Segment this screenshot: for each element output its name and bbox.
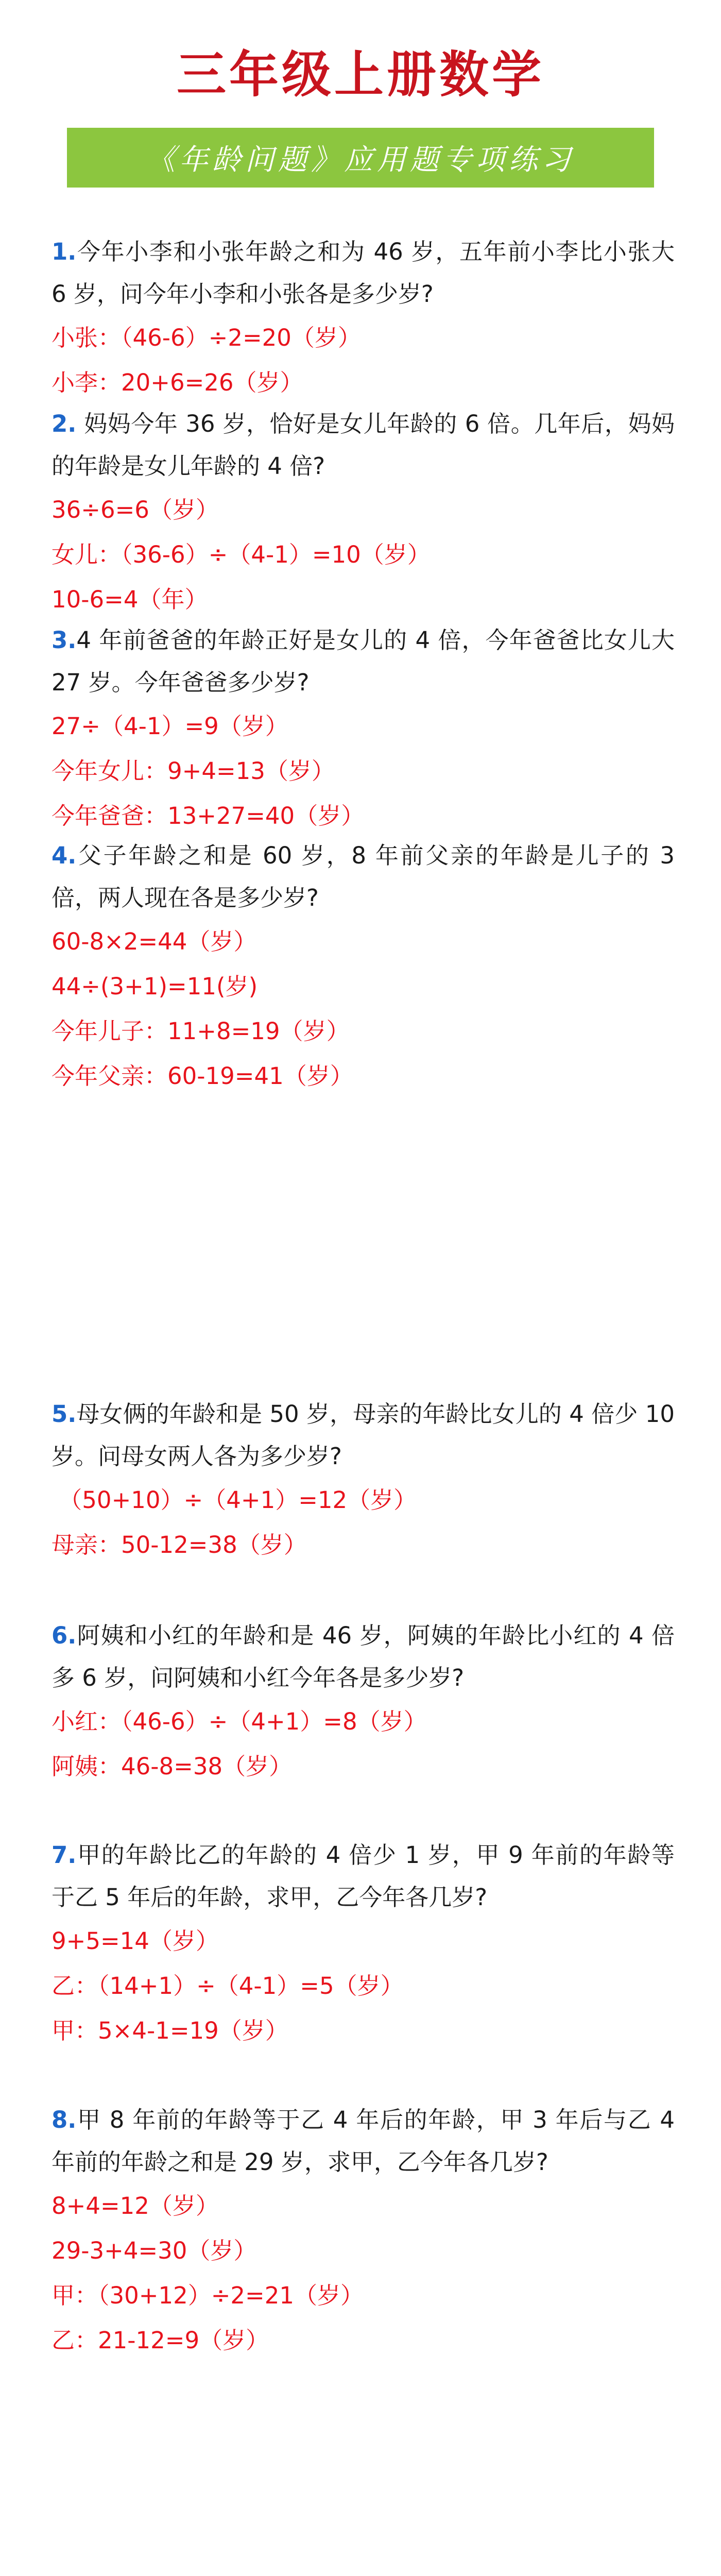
answer-line: 今年女儿：9+4=13（岁）: [52, 757, 335, 785]
answer-line: 甲：（30+12）÷2=21（岁）: [52, 2282, 364, 2309]
answer-line: 小红：（46-6）÷（4+1）=8（岁）: [52, 1708, 427, 1735]
answer-line: 小李：20+6=26（岁）: [52, 369, 303, 396]
problem-number: 8.: [52, 2106, 77, 2133]
problem-question: [52, 1393, 675, 1478]
problem-question: [52, 1615, 675, 1699]
problem-number: 7.: [52, 1841, 77, 1869]
answer-line: 27÷（4-1）=9（岁）: [52, 713, 288, 740]
problem-number: 6.: [52, 1622, 77, 1649]
problem-8: [52, 2099, 675, 2363]
answer-line: 今年儿子：11+8=19（岁）: [52, 1018, 350, 1045]
problem-question: [52, 231, 675, 315]
problem-3: [52, 619, 675, 838]
answer-line: 今年父亲：60-19=41（岁）: [52, 1062, 353, 1090]
problem-number: 3.: [52, 626, 77, 654]
problem-2: [52, 403, 675, 622]
problem-number: 1.: [52, 238, 77, 265]
problem-number: 4.: [52, 842, 77, 869]
answer-line: 8+4=12（岁）: [52, 2192, 219, 2219]
answer-line: 今年爸爸：13+27=40（岁）: [52, 802, 365, 829]
problem-text: 妈妈今年 36 岁，恰好是女儿年龄的 6 倍。几年后，妈妈的年龄是女儿年龄的 4 倍?: [52, 410, 675, 480]
answer-line: 母亲：50-12=38（岁）: [52, 1531, 307, 1558]
answer-line: 9+5=14（岁）: [52, 1927, 219, 1955]
problem-5: [52, 1393, 675, 1567]
problem-question: [52, 1834, 675, 1919]
problem-question: [52, 835, 675, 919]
problem-number: 2.: [52, 410, 77, 437]
problem-question: [52, 403, 675, 487]
problem-text: 甲的年龄比乙的年龄的 4 倍少 1 岁，甲 9 年前的年龄等于乙 5 年后的年龄，求甲，乙今年各几岁?: [52, 1841, 675, 1911]
problem-question: [52, 2099, 675, 2183]
answer-line: 甲：5×4-1=19（岁）: [52, 2017, 288, 2044]
answer-line: 60-8×2=44（岁）: [52, 928, 257, 955]
answer-line: 36÷6=6（岁）: [52, 496, 219, 523]
answer-line: 阿姨：46-8=38（岁）: [52, 1753, 293, 1780]
problem-1: [52, 231, 675, 405]
problem-text: 母女俩的年龄和是 50 岁，母亲的年龄比女儿的 4 倍少 10 岁。问母女两人各为多少岁?: [52, 1400, 675, 1470]
answer-line: 乙：21-12=9（岁）: [52, 2327, 269, 2354]
problem-text: 甲 8 年前的年龄等于乙 4 年后的年龄，甲 3 年后与乙 4 年前的年龄之和是 29 岁，求甲，乙今年各几岁?: [52, 2106, 675, 2176]
answer-line: 乙：（14+1）÷（4-1）=5（岁）: [52, 1972, 404, 1999]
problem-4: [52, 835, 675, 1098]
answer-line: 44÷(3+1)=11(岁): [52, 973, 258, 1000]
problem-number: 5.: [52, 1400, 77, 1428]
problem-text: 阿姨和小红的年龄和是 46 岁，阿姨的年龄比小红的 4 倍多 6 岁，问阿姨和小红今年各是多少岁?: [52, 1622, 675, 1691]
problem-question: [52, 619, 675, 704]
answer-line: 小张：（46-6）÷2=20（岁）: [52, 324, 361, 351]
topic-banner: 《年龄问题》应用题专项练习: [67, 128, 654, 188]
answer-line: 29-3+4=30（岁）: [52, 2237, 257, 2264]
problem-text: 今年小李和小张年龄之和为 46 岁，五年前小李比小张大 6 岁，问今年小李和小张各是多少岁?: [52, 238, 675, 308]
answer-line: 女儿：（36-6）÷（4-1）=10（岁）: [52, 541, 431, 568]
page-title: 三年级上册数学: [177, 46, 544, 104]
answer-line: （50+10）÷（4+1）=12（岁）: [52, 1486, 417, 1514]
problem-text: 4 年前爸爸的年龄正好是女儿的 4 倍，今年爸爸比女儿大 27 岁。今年爸爸多少岁?: [52, 626, 675, 696]
problem-6: [52, 1615, 675, 1789]
answer-line: 10-6=4（年）: [52, 586, 208, 613]
problem-text: 父子年龄之和是 60 岁，8 年前父亲的年龄是儿子的 3 倍，两人现在各是多少岁?: [52, 842, 675, 911]
problem-7: [52, 1834, 675, 2053]
